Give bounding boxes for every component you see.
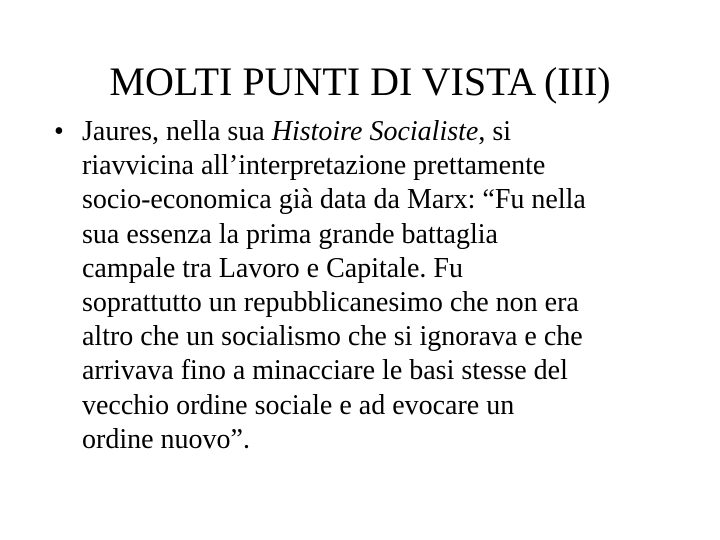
bullet-list <box>54 115 674 457</box>
book-title: Histoire Socialiste <box>271 116 479 147</box>
bullet-item <box>54 115 674 457</box>
body-line-6: soprattutto un repubblicanesimo che non era <box>82 287 579 319</box>
body-line-7: altro che un socialismo che si ignorava e che <box>82 321 583 353</box>
body-line-4: sua essenza la prima grande battaglia <box>82 218 498 250</box>
body-line-8: arrivava fino a minacciare le basi stesse del <box>82 355 568 387</box>
body-line-2: riavvicina all’interpretazione prettamente <box>82 150 546 182</box>
body-text-lead: Jaures, nella sua <box>82 116 272 147</box>
body-line-9: vecchio ordine sociale e ad evocare un <box>82 389 515 421</box>
body-line-5: campale tra Lavoro e Capitale. Fu <box>82 252 463 284</box>
body-text-tail: , si <box>478 116 512 147</box>
body-line-1 <box>82 115 674 149</box>
body-line-3: socio-economica già data da Marx: “Fu nella <box>82 184 586 216</box>
slide-title: MOLTI PUNTI DI VISTA (III) <box>109 59 611 104</box>
bullet-marker: • <box>54 116 64 147</box>
body-line-10: ordine nuovo”. <box>82 423 250 455</box>
